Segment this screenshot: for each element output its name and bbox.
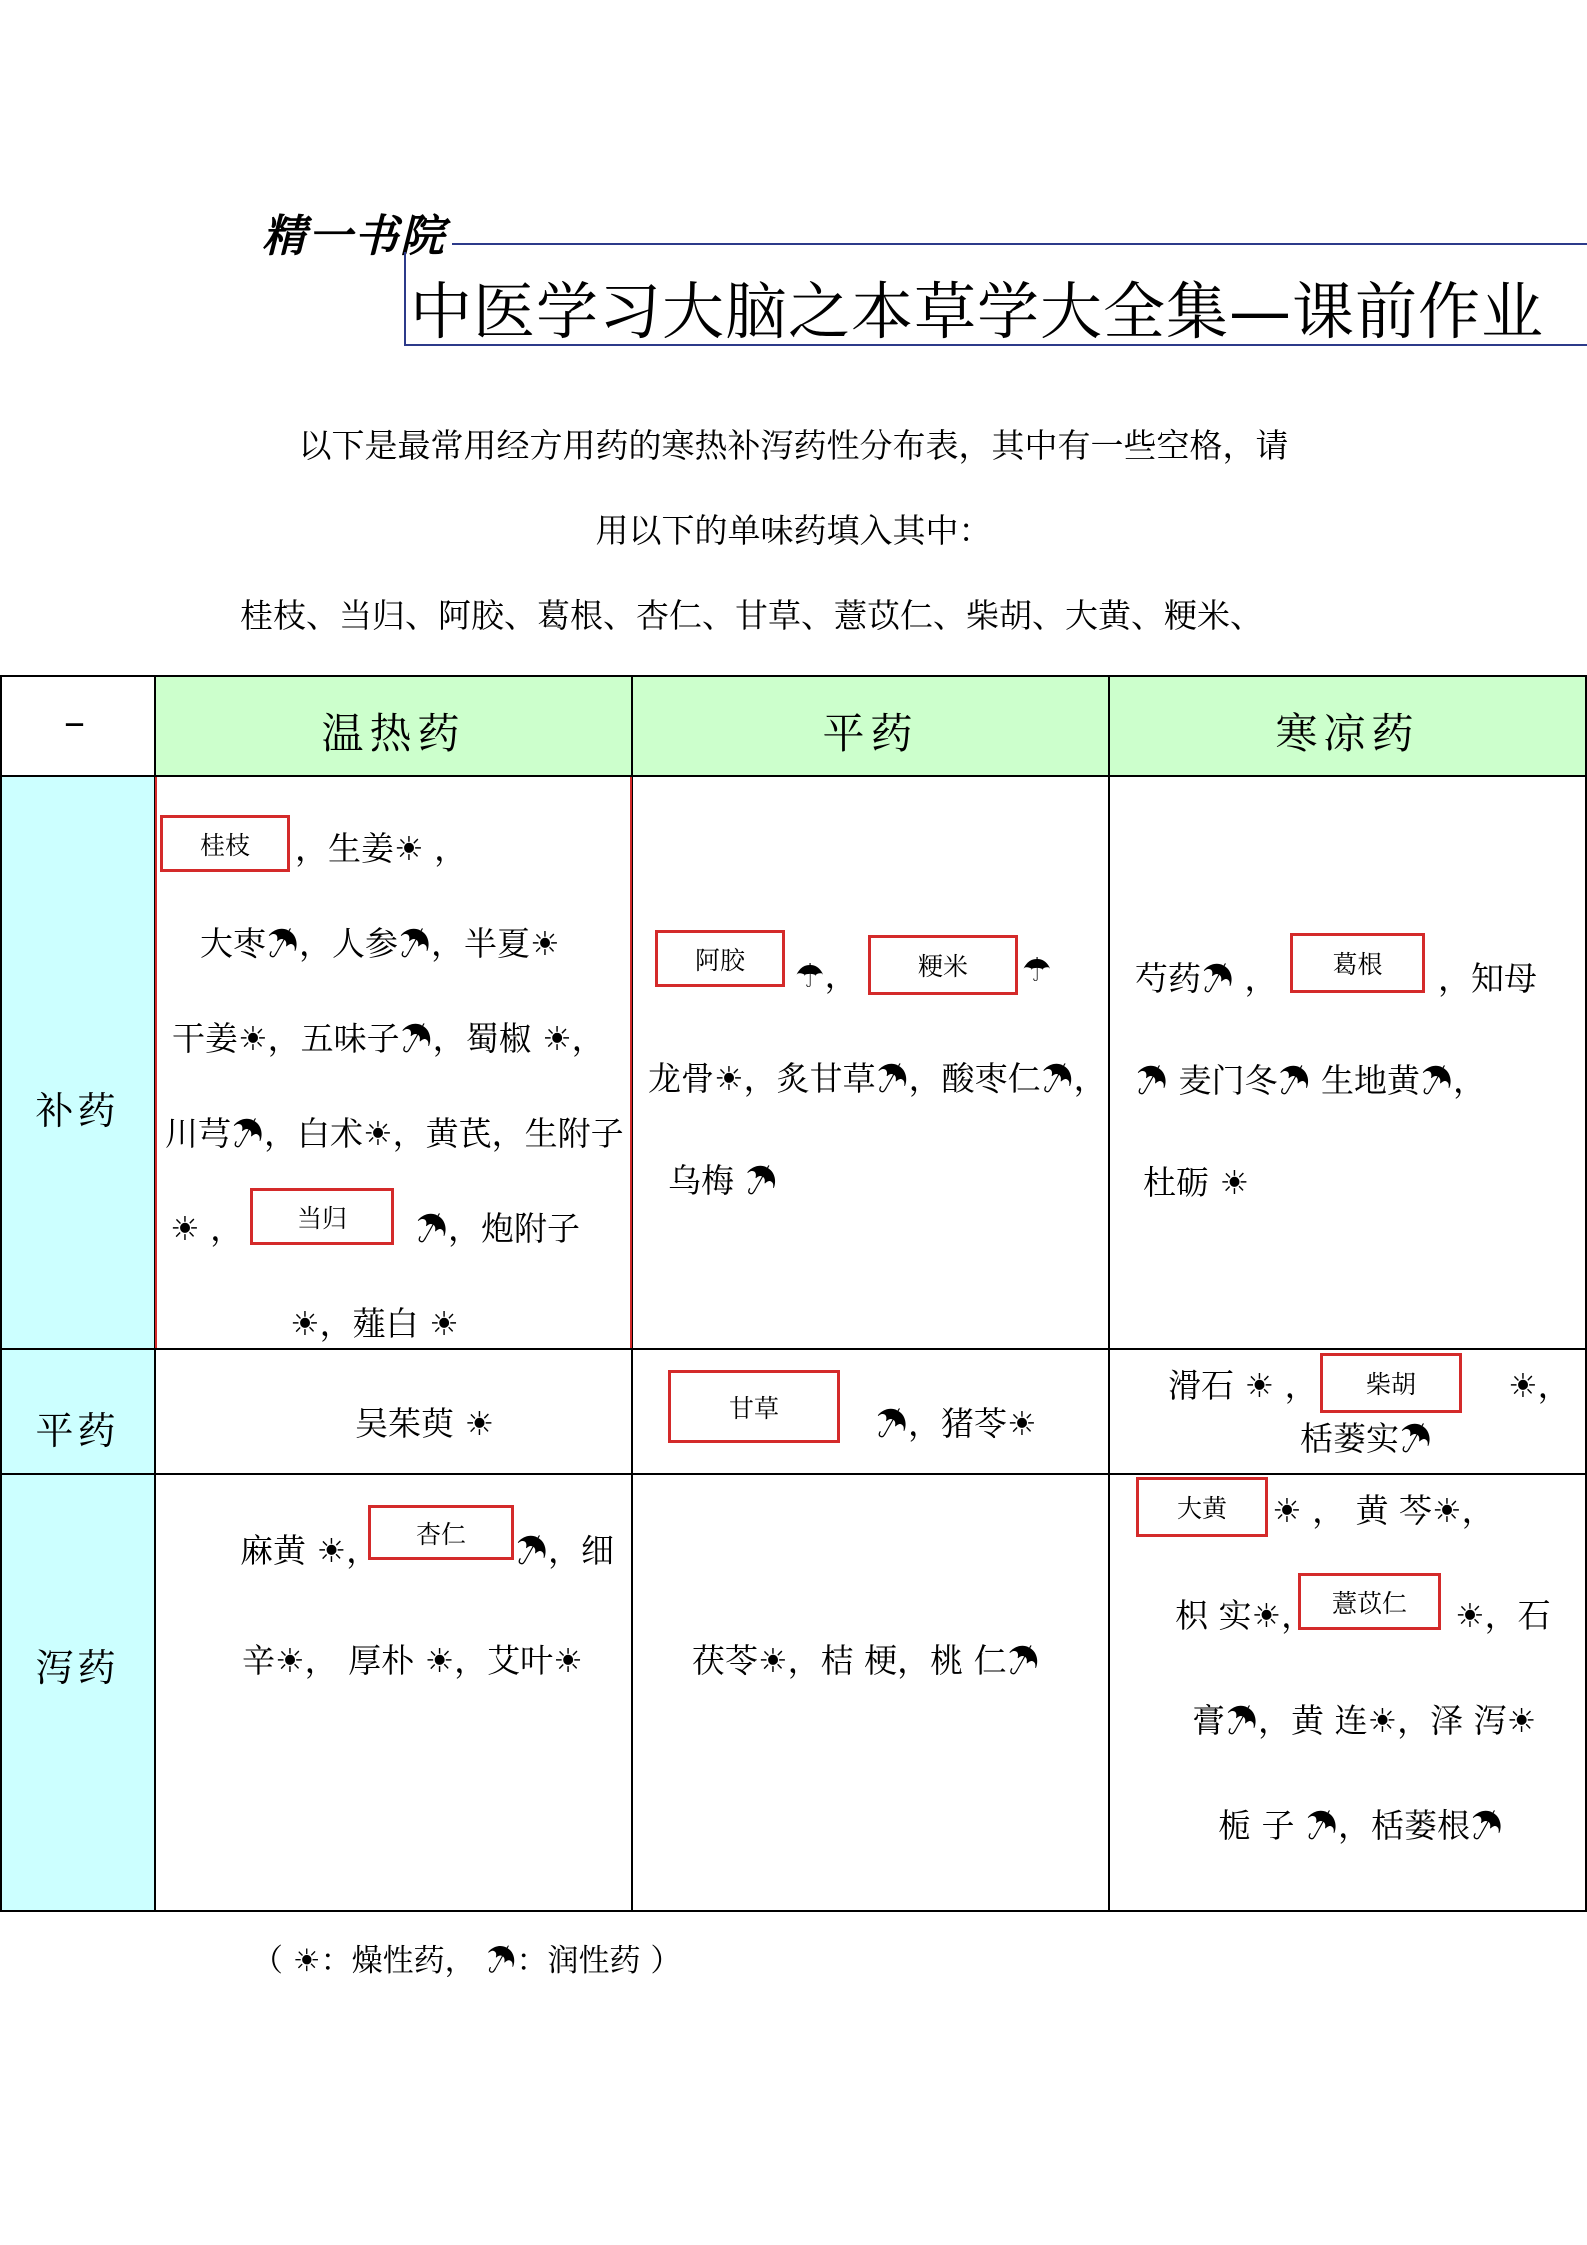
cell-xie-han-line2a: 枳 实☀， — [1175, 1596, 1315, 1635]
column-header-cold: 寒凉药 — [1275, 709, 1420, 758]
column-header-neutral: 平药 — [822, 709, 919, 758]
cell-bu-wen-line6: ☀，薤白 ☀ — [290, 1304, 459, 1343]
cell-xie-han-line1: ☀ ， 黄 芩☀， — [1272, 1491, 1495, 1530]
cell-bu-han-line3: 杜砺 ☀ — [1143, 1163, 1250, 1202]
cell-xie-han-line3: 膏☂，黄 连☀，泽 泻☀ — [1192, 1701, 1537, 1740]
cell-xie-ping-line1: 茯苓☀，桔 梗，桃 仁☂ — [692, 1641, 1040, 1680]
cell-bu-wen-line2: 大枣☂，人参☂，半夏☀ — [200, 924, 560, 963]
cell-bu-ping-line1b: ☂ — [1022, 950, 1052, 989]
cell-ping-wen-line1: 吴茱萸 ☀ — [355, 1404, 495, 1443]
intro-herb-list: 桂枝、当归、阿胶、葛根、杏仁、甘草、薏苡仁、柴胡、大黄、粳米、 — [240, 596, 1263, 635]
cell-ping-ping-line1: ☂，猪苓☀ — [875, 1404, 1037, 1443]
cell-ping-han-line1b: ☀， — [1508, 1366, 1571, 1405]
answer-box-xingren: 杏仁 — [368, 1505, 514, 1560]
row-header-tonify: 补药 — [35, 1089, 120, 1133]
answer-box-danggui: 当归 — [250, 1188, 394, 1245]
corner-dash: – — [64, 697, 91, 746]
answer-box-jingmi: 粳米 — [868, 935, 1018, 995]
cell-bu-wen-line4: 川芎☂，白术☀，黄芪，生附子 — [165, 1114, 624, 1153]
cell-bu-han-line1b: ，知母 — [1438, 959, 1537, 998]
cell-xie-han-line4: 栀 子 ☂，栝蒌根☂ — [1218, 1806, 1503, 1845]
herb-property-table — [0, 675, 1587, 1912]
cell-bu-wen-line5a: ☀ ， — [170, 1209, 244, 1248]
cell-bu-wen-line5b: ☂，炮附子 — [415, 1209, 580, 1248]
symbol-legend: （ ☀：燥性药， ☂：润性药 ） — [252, 1943, 682, 1979]
cell-xie-wen-line2: 辛☀， 厚朴 ☀，艾叶☀ — [242, 1641, 583, 1680]
cell-ping-han-line2: 栝蒌实☂ — [1300, 1419, 1432, 1458]
answer-box-yiyiren: 薏苡仁 — [1298, 1573, 1441, 1630]
cell-bu-ping-line2: 龙骨☀，炙甘草☂，酸枣仁☂， — [648, 1059, 1107, 1098]
answer-box-guizhi: 桂枝 — [160, 815, 290, 872]
header-rule — [452, 243, 1587, 245]
answer-box-ejiao: 阿胶 — [655, 930, 785, 987]
cell-bu-han-line2: ☂ 麦门冬☂ 生地黄☂， — [1135, 1061, 1486, 1100]
cell-xie-wen-line1a: 麻黄 ☀， — [240, 1531, 380, 1570]
answer-box-chaihu: 柴胡 — [1320, 1353, 1462, 1413]
cell-xie-han-line2b: ☀，石 — [1455, 1596, 1551, 1635]
answer-box-dahuang: 大黄 — [1136, 1477, 1268, 1537]
intro-line-1: 以下是最常用经方用药的寒热补泻药性分布表，其中有一些空格，请 — [298, 426, 1289, 465]
row-header-neutral: 平药 — [35, 1409, 120, 1453]
cell-xie-wen-line1b: ☂，细 — [515, 1531, 614, 1570]
brand-logo-text: 精一书院 — [262, 211, 446, 262]
answer-box-gancao: 甘草 — [668, 1370, 840, 1443]
cell-ping-han-line1a: 滑石 ☀ ， — [1168, 1366, 1318, 1405]
row-header-drain: 泻药 — [35, 1646, 120, 1690]
page-title: 中医学习大脑之本草学大全集—课前作业 — [410, 275, 1545, 348]
cell-bu-han-line1a: 芍药☂ ， — [1135, 959, 1278, 998]
answer-box-gegen: 葛根 — [1290, 933, 1425, 993]
cell-bu-wen-line3: 干姜☀，五味子☂，蜀椒 ☀， — [172, 1019, 605, 1058]
intro-line-2: 用以下的单味药填入其中： — [595, 511, 992, 550]
cell-bu-wen-line1: ，生姜☀ ， — [295, 829, 468, 868]
column-header-warm: 温热药 — [321, 709, 466, 758]
cell-bu-ping-line3: 乌梅 ☂ — [668, 1161, 778, 1200]
cell-bu-ping-line1a: ☂， — [795, 956, 858, 995]
row-header-bg — [0, 775, 155, 1912]
